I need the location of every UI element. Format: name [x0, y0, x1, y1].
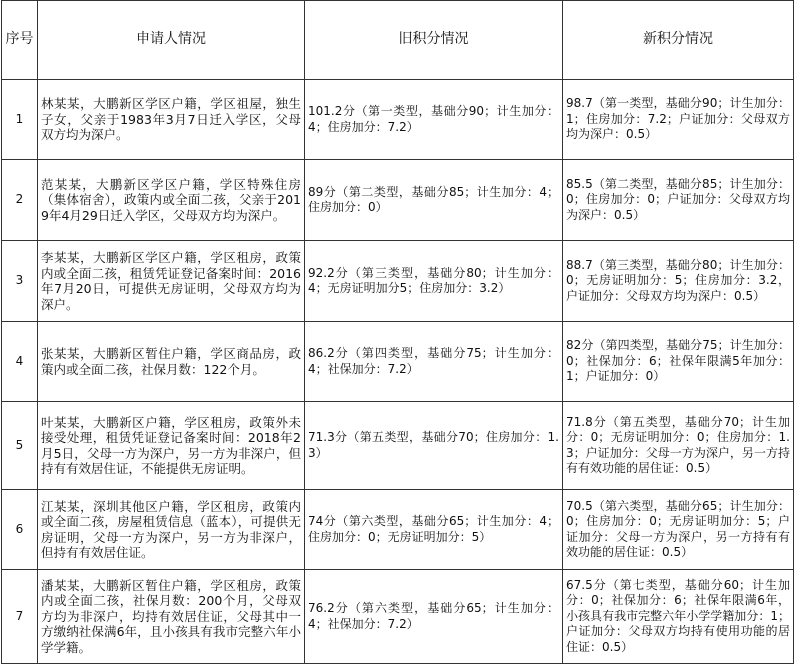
old-score-cell: 101.2分（第一类型，基础分90；计生加分：4；住房加分：7.2） — [305, 80, 563, 160]
applicant-cell: 潘某某，大鹏新区暂住户籍，学区租房，政策内或全面二孩，社保月数：200个月，父母双方均为非深户，均持有效居住证，父母其中一方缴纳社保满6年，且小孩具有我市完整六年小学学籍。 — [38, 570, 305, 664]
new-score-cell: 85.5（第二类型，基础分85；计生加分：0；住房加分：0；户证加分：父母双方均为深户：0.5） — [563, 160, 794, 241]
old-score-cell: 89分（第二类型，基础分85；计生加分：4；住房加分：0） — [305, 160, 563, 241]
table-row — [2, 160, 794, 241]
applicant-cell: 叶某某，大鹏新区户籍，学区租房，政策外未接受处理，租赁凭证登记备案时间：2018年2月5日，父母一方为深户，另一方为非深户，但持有有效居住证，不能提供无房证明。 — [38, 402, 305, 490]
table-row — [2, 402, 794, 490]
new-score-cell: 98.7（第一类型，基础分90；计生加分：1；住房加分：7.2；户证加分：父母双方均为深户：0.5） — [563, 80, 794, 160]
new-score-cell: 82分（第四类型，基础分75；计生加分：0；社保加分：6；社保年限满5年加分：1；户证加分：0） — [563, 322, 794, 402]
applicant-cell: 李某某，大鹏新区学区户籍，学区租房，政策内或全面二孩，租赁凭证登记备案时间：2016年7月20日，可提供无房证明，父母双方均为深户。 — [38, 241, 305, 322]
row-no: 4 — [2, 322, 38, 402]
new-score-cell: 70.5（第六类型，基础分65；计生加分：0；住房加分：0；无房证明加分：5；户证加分：父母一方为深户，另一方持有有效功能的居住证：0.5） — [563, 490, 794, 570]
table-row — [2, 80, 794, 160]
applicant-cell: 江某某，深圳其他区户籍，学区租房，政策内或全面二孩，房屋租赁信息（蓝本），可提供无房证明，父母一方为深户，另一方为非深户，但持有有效居住证。 — [38, 490, 305, 570]
new-score-cell: 88.7（第三类型，基础分80；计生加分：0；无房证明加分：5；住房加分：3.2，户证加分：父母双方均为深户：0.5） — [563, 241, 794, 322]
table-row — [2, 241, 794, 322]
header-no: 序号 — [2, 1, 38, 80]
header-old-score: 旧积分情况 — [305, 1, 563, 80]
applicant-cell: 林某某，大鹏新区学区户籍，学区祖屋，独生子女，父亲于1983年3月7日迁入学区，父母双方均为深户。 — [38, 80, 305, 160]
row-no: 1 — [2, 80, 38, 160]
old-score-cell: 86.2分（第四类型，基础分75；计生加分：4；社保加分：7.2） — [305, 322, 563, 402]
new-score-cell: 71.8分（第五类型，基础分70；计生加分：0；无房证明加分：0；住房加分：1.3；户证加分：父母一方为深户，另一方持有有效功能的居住证：0.5） — [563, 402, 794, 490]
old-score-cell: 74分（第六类型，基础分65；计生加分：4；住房加分：0；无房证明加分：5） — [305, 490, 563, 570]
table-row — [2, 322, 794, 402]
new-score-cell: 67.5分（第七类型，基础分60；计生加分：0；社保加分：6；社保年限满6年，小孩具有我市完整六年小学学籍加分：1；户证加分：父母双方均持有使用功能的居住证：0.5） — [563, 570, 794, 664]
row-no: 3 — [2, 241, 38, 322]
old-score-cell: 71.3分（第五类型，基础分70；住房加分：1.3） — [305, 402, 563, 490]
table-row — [2, 570, 794, 664]
table-row — [2, 490, 794, 570]
row-no: 7 — [2, 570, 38, 664]
old-score-cell: 76.2分（第六类型，基础分65；计生加分：4；社保加分：7.2） — [305, 570, 563, 664]
header-applicant: 申请人情况 — [38, 1, 305, 80]
applicant-cell: 张某某，大鹏新区暂住户籍，学区商品房，政策内或全面二孩，社保月数：122个月。 — [38, 322, 305, 402]
header-row — [2, 1, 794, 80]
old-score-cell: 92.2分（第三类型，基础分80；计生加分：4；无房证明加分5；住房加分：3.2） — [305, 241, 563, 322]
points-comparison-table — [1, 0, 794, 664]
row-no: 5 — [2, 402, 38, 490]
row-no: 6 — [2, 490, 38, 570]
applicant-cell: 范某某，大鹏新区学区户籍，学区特殊住房（集体宿舍），政策内或全面二孩，父亲于2019年4月29日迁入学区，父母双方均为深户。 — [38, 160, 305, 241]
header-new-score: 新积分情况 — [563, 1, 794, 80]
row-no: 2 — [2, 160, 38, 241]
